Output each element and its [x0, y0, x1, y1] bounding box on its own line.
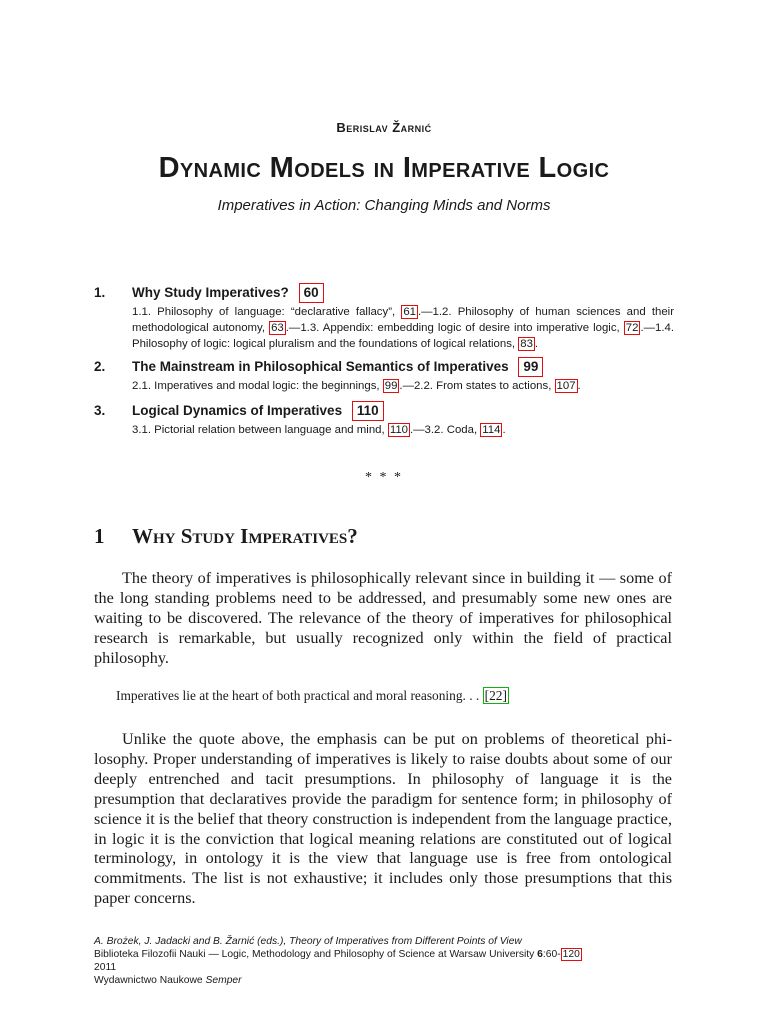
footer-pages: :60-	[542, 949, 561, 960]
toc-subentry-text: .—1.2. Philosophy of human sciences and their methodological autonomy,	[132, 306, 674, 334]
paper-title: Dynamic Models in Imperative Logic	[158, 152, 610, 184]
footer-year: 2011	[94, 962, 117, 973]
toc-entry-2	[94, 356, 674, 394]
footer-citation: A. Brożek, J. Jadacki and B. Žarnić (eds.), Theory of Imperatives from Different Points of View	[94, 936, 522, 947]
toc-subentry-page-link[interactable]: 114	[482, 424, 501, 436]
toc-subentries	[94, 422, 674, 438]
toc-page-link[interactable]: 99	[518, 357, 543, 377]
toc-subentry-page-link[interactable]: 107	[556, 380, 576, 392]
toc-subentry-text: 3.1. Pictorial relation between language and mind,	[132, 424, 388, 436]
toc-subentry-page-link[interactable]: 72	[625, 322, 639, 334]
toc-number: 3.	[94, 403, 106, 418]
page-footer	[94, 935, 684, 987]
toc-subentries	[94, 378, 674, 394]
toc-number: 1.	[94, 285, 106, 300]
toc-subentry-text: .—3.2. Coda,	[410, 424, 481, 436]
body-paragraph-2: Unlike the quote above, the emphasis can be put on problems of theoretical philosophy. Proper understanding of imperatives is likely to raise doubts about some of our deeply entrenched and tacit presumptions. In philosophy of language it is the presumption that declaratives provide the paradigm for sentence form; in philosophy of science it is the belief that theory construction is independent from the language practice, in logic it is the conviction that logical meaning relations are constituted out of logical terminology, in ontology it is the view that language use is free from ontological commitments. The list is not exhaustive; it includes only those presumptions that this paper concerns.	[94, 730, 672, 908]
toc-entry-3	[94, 400, 674, 438]
toc-subentry-text: 1.1. Philosophy of language: “declarative fallacy”,	[132, 306, 402, 318]
toc-title: Why Study Imperatives?	[132, 285, 289, 300]
toc-subentry-page-link[interactable]: 99	[384, 380, 398, 392]
toc-subentry-text: .	[577, 380, 581, 392]
toc-subentry-page-link[interactable]: 110	[389, 424, 408, 436]
toc-subentry-text: .	[534, 338, 539, 350]
toc-heading	[94, 282, 674, 304]
section-separator: * * *	[365, 470, 403, 485]
toc-subentry-text: 2.1. Imperatives and modal logic: the beginnings,	[132, 380, 383, 392]
toc-page-link[interactable]: 60	[299, 283, 324, 303]
footer-publisher-name: Wydawnictwo Naukowe	[94, 975, 206, 986]
section-number: 1	[94, 524, 105, 548]
section-heading	[94, 524, 358, 549]
toc-subentries	[94, 304, 674, 352]
toc-subentry-text: .	[502, 424, 506, 436]
footer-publisher	[94, 974, 684, 987]
toc-title: The Mainstream in Philosophical Semantics of Imperatives	[132, 359, 509, 374]
toc-subentry-text: .—2.2. From states to actions,	[399, 380, 555, 392]
toc-number: 2.	[94, 359, 106, 374]
footer-series	[94, 948, 684, 961]
toc-heading	[94, 356, 674, 378]
citation-link[interactable]: [22]	[484, 688, 507, 703]
paper-subtitle: Imperatives in Action: Changing Minds and Norms	[217, 197, 551, 214]
toc-subentry-page-link[interactable]: 63	[271, 322, 284, 334]
author-name: Berislav Žarnić	[336, 120, 432, 135]
toc-page-link[interactable]: 110	[352, 401, 384, 421]
toc-heading	[94, 400, 674, 422]
footer-volume: 6	[537, 949, 543, 960]
footer-page-link[interactable]: 120	[562, 949, 580, 960]
footer-series-name: Biblioteka Filozofii Nauki — Logic, Methodology and Philosophy of Science at Warsaw University	[94, 949, 538, 960]
toc-subentry-page-link[interactable]: 83	[520, 338, 533, 350]
toc-title: Logical Dynamics of Imperatives	[132, 403, 343, 418]
toc-subentry-page-link[interactable]: 61	[403, 306, 416, 318]
block-quote	[116, 688, 509, 704]
section-title: Why Study Imperatives?	[132, 524, 358, 548]
footer-publisher-imprint: Semper	[205, 975, 242, 986]
body-paragraph-1: The theory of imperatives is philosophically relevant since in building it — some of the long standing problems need to be addressed, and presumably some new ones are waiting to be discovered. The relevance of the theory of imperatives for philosophical research is remarkable, but usually recognized only within the field of practical philosophy.	[94, 569, 672, 667]
toc-subentry-text: .—1.4. Philosophy of logic: logical pluralism and the foundations of logical relations,	[132, 322, 674, 350]
quote-text: Imperatives lie at the heart of both practical and moral reasoning. . .	[116, 688, 483, 703]
toc-entry-1	[94, 282, 674, 352]
toc-subentry-text: .—1.3. Appendix: embedding logic of desire into imperative logic,	[285, 322, 624, 334]
